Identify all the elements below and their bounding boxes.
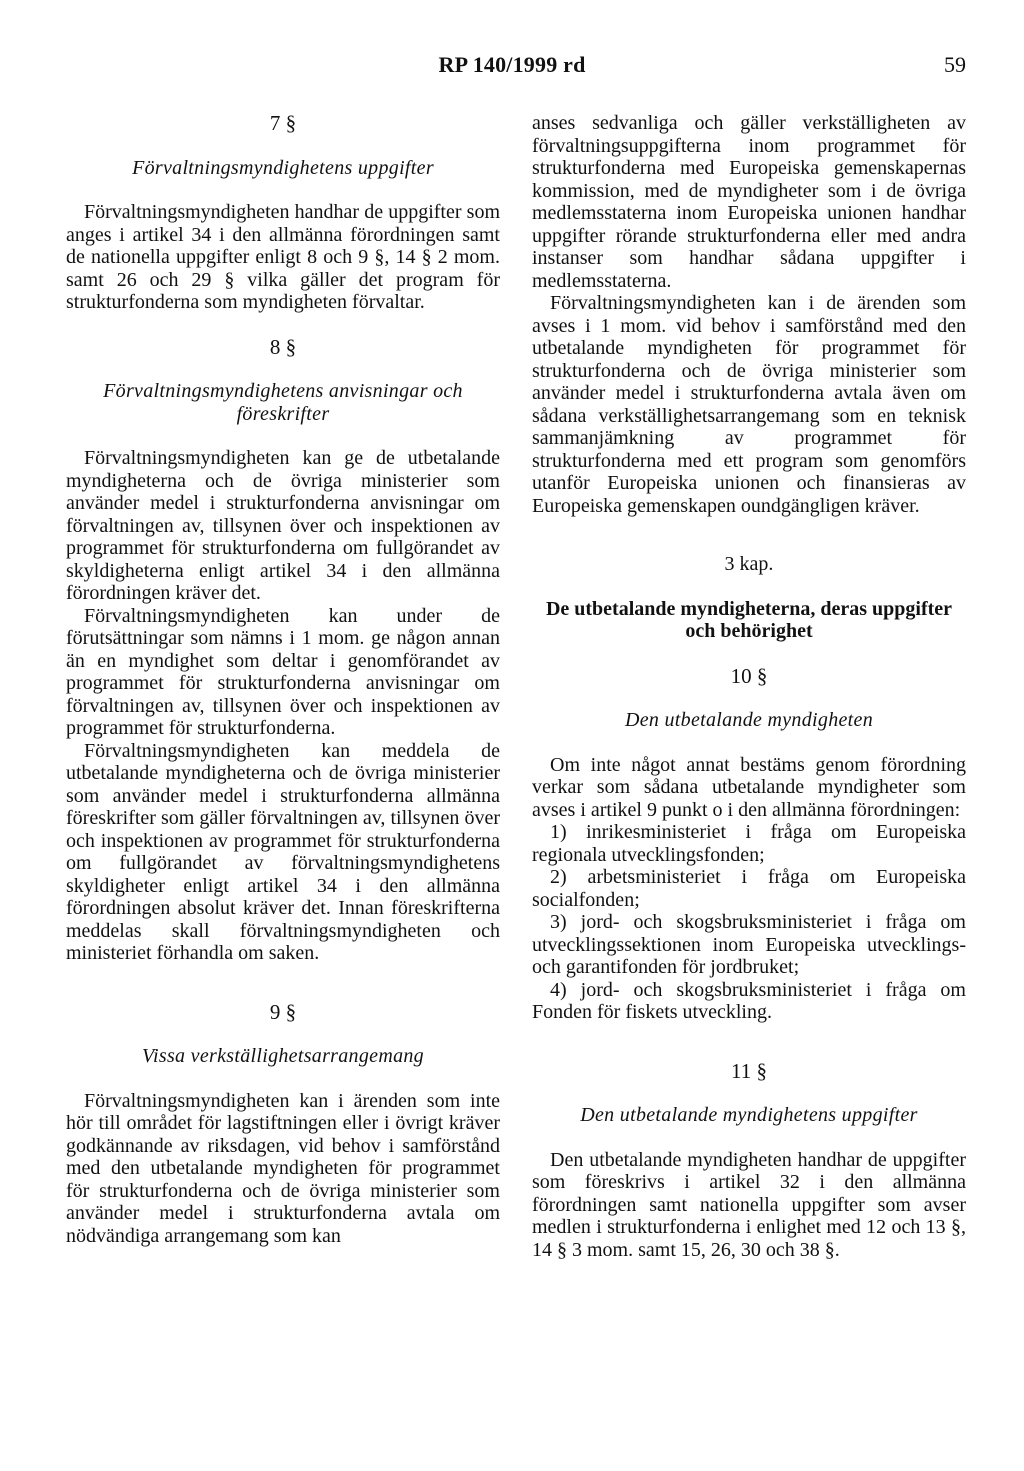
section-9-paragraph-1: Förvaltningsmyndigheten kan i ärenden som inte hör till området för lagstiftningen eller i övrigt kräver godkännande av riksdagen, vid behov i samförstånd med den utbetalande myndigheten för programmet för strukturfonderna och de övriga ministerier som använder medel i strukturfonderna avtala om nödvändiga arrangemang som kan — [66, 1089, 500, 1247]
section-10-paragraph: Om inte något annat bestäms genom förordning verkar som sådana utbetalande myndigheter som avses i artikel 9 punkt o i den allmänna förordningen: — [532, 753, 966, 821]
section-8-paragraph-2: Förvaltningsmyndigheten kan under de förutsättningar som nämns i 1 mom. ge någon annan än en myndighet som deltar i genomförandet av programmet för strukturfonderna anvisningar om förvaltningen av, tillsynen över och inspektionen av programmet för strukturfonderna. — [66, 604, 500, 739]
section-9-title: Vissa verkställighetsarrangemang — [142, 1045, 424, 1067]
list-item: 3) jord- och skogsbruksministeriet i fråga om utvecklingssektionen inom Europeiska utvecklings- och garantifonden för jordbruket; — [532, 911, 966, 978]
section-9-continuation: anses sedvanliga och gäller verkställigheten av förvaltningsuppgifterna inom programmet för strukturfonderna med Europeiska gemenskapernas kommission, med de myndigheter som i de övriga medlemsstaterna inom Europeiska unionen handhar uppgifter rörande strukturfonderna eller med andra instanser som handhar sådana uppgifter i medlemsstaterna. — [532, 112, 966, 292]
section-10-title: Den utbetalande myndigheten — [624, 709, 874, 731]
chapter-number: 3 kap. — [724, 553, 774, 575]
section-11-title: Den utbetalande myndighetens uppgifter — [580, 1104, 918, 1126]
chapter-title: De utbetalande myndigheterna, deras uppgifter och behörighet — [545, 597, 953, 642]
section-9-paragraph-2: Förvaltningsmyndigheten kan i de ärenden som avses i 1 mom. vid behov i samförstånd med den utbetalande myndigheten för programmet för strukturfonderna och de övriga ministerier som använder medel i strukturfonderna avtala även om sådana verkställighetsarrangemang som en teknisk sammanjämkning av programmet för strukturfonderna med ett program som genomförs utanför Europeiska unionen och finansieras av Europeiska gemenskapen oundgängligen kräver. — [532, 292, 966, 517]
section-7-number: 7 § — [269, 111, 297, 135]
list-item: 4) jord- och skogsbruksministeriet i fråga om Fonden för fiskets utveckling. — [532, 978, 966, 1023]
section-8-paragraph-3: Förvaltningsmyndigheten kan meddela de utbetalande myndigheterna och de övriga ministerier som använder medel i strukturfonderna allmänna föreskrifter som gäller förvaltningen av, tillsynen över och inspektionen av programmet för strukturfonderna om fullgörandet av förvaltningsmyndighetens skyldigheter enligt artikel 34 i den allmänna förordningen absolut kräver det. Innan föreskrifterna meddelas skall förvaltningsmyndigheten och ministeriet förhandla om saken. — [66, 739, 500, 964]
section-11-number: 11 § — [731, 1058, 767, 1083]
section-8-number: 8 § — [269, 334, 297, 359]
list-item: 2) arbetsministeriet i fråga om Europeiska socialfonden; — [532, 866, 966, 911]
section-11-paragraph: Den utbetalande myndigheten handhar de uppgifter som föreskrivs i artikel 32 i den allmänna förordningen samt nationella uppgifter som avser medlen i strukturfonderna i enlighet med 12 och 13 §, 14 § 3 mom. samt 15, 26, 30 och 38 §. — [532, 1148, 966, 1261]
left-column — [66, 112, 500, 1247]
right-column — [532, 112, 966, 1261]
page-header — [0, 52, 1024, 92]
section-7-paragraph: Förvaltningsmyndigheten handhar de uppgifter som anges i artikel 34 i den allmänna förordningen samt de nationella uppgifter enligt 8 och 9 §, 14 § 2 mom. samt 26 och 29 § vilka gäller det program för strukturfonderna som myndigheten förvaltar. — [66, 201, 500, 313]
section-9-number: 9 § — [269, 999, 297, 1024]
section-8-paragraph-1: Förvaltningsmyndigheten kan ge de utbetalande myndigheterna och de övriga ministerier som använder medel i strukturfonderna anvisningar om förvaltningen av, tillsynen över och inspektionen av programmet för strukturfonderna om fullgörandet av skyldigheterna enligt artikel 34 i den allmänna förordningen kräver det. — [66, 447, 500, 604]
section-8-title: Förvaltningsmyndighetens anvisningar och föreskrifter — [103, 380, 463, 425]
document-reference: RP 140/1999 rd — [438, 52, 586, 77]
section-7-title: Förvaltningsmyndighetens uppgifter — [132, 156, 434, 179]
section-10-number: 10 § — [730, 663, 768, 688]
list-item: 1) inrikesministeriet i fråga om Europeiska regionala utvecklingsfonden; — [532, 821, 966, 866]
page-number: 59 — [944, 52, 966, 77]
